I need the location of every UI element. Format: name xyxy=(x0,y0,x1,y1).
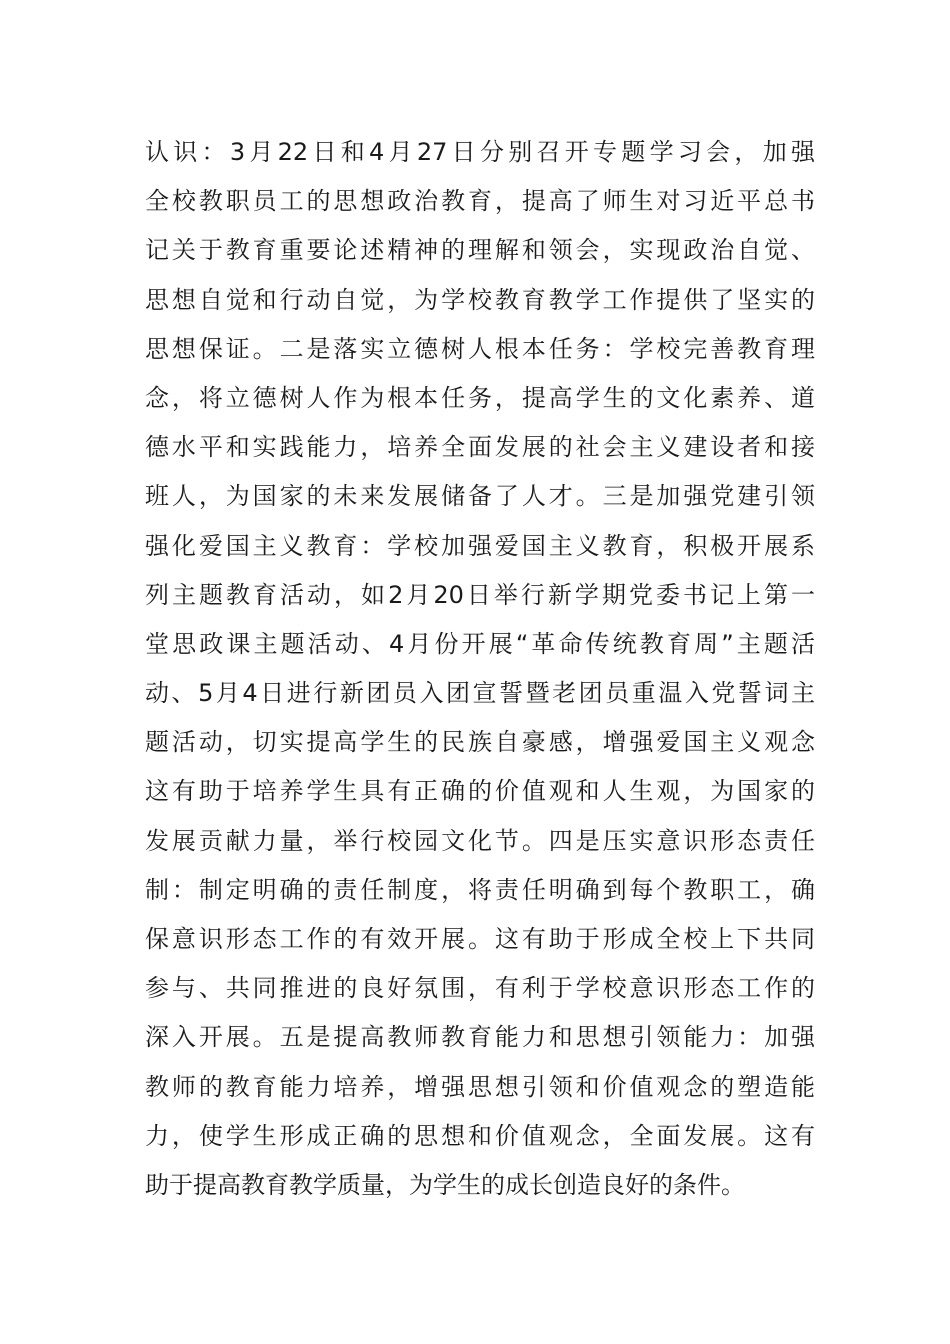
text-line: 深入开展。五是提高教师教育能力和思想引领能力：加强 xyxy=(145,1023,815,1052)
text-line: 动、5月4日进行新团员入团宣誓暨老团员重温入党誓词主 xyxy=(145,679,815,708)
text-line: 教师的教育能力培养，增强思想引领和价值观念的塑造能 xyxy=(145,1072,815,1101)
text-line: 参与、共同推进的良好氛围，有利于学校意识形态工作的 xyxy=(145,974,815,1003)
text-line: 全校教职员工的思想政治教育，提高了师生对习近平总书 xyxy=(145,187,815,216)
text-line: 思想自觉和行动自觉，为学校教育教学工作提供了坚实的 xyxy=(145,285,815,314)
text-line: 力，使学生形成正确的思想和价值观念，全面发展。这有 xyxy=(145,1121,815,1150)
text-line: 德水平和实践能力，培养全面发展的社会主义建设者和接 xyxy=(145,433,815,462)
text-line: 题活动，切实提高学生的民族自豪感，增强爱国主义观念 xyxy=(145,728,815,757)
text-line: 堂思政课主题活动、4月份开展“革命传统教育周”主题活 xyxy=(145,629,815,658)
body-paragraph xyxy=(145,128,815,1210)
text-line: 记关于教育重要论述精神的理解和领会，实现政治自觉、 xyxy=(145,236,815,265)
text-line: 助于提高教育教学质量，为学生的成长创造良好的条件。 xyxy=(145,1170,745,1199)
text-line: 强化爱国主义教育：学校加强爱国主义教育，积极开展系 xyxy=(145,531,815,560)
text-line: 思想保证。二是落实立德树人根本任务：学校完善教育理 xyxy=(145,334,815,363)
text-line: 念，将立德树人作为根本任务，提高学生的文化素养、道 xyxy=(145,383,815,412)
text-line: 列主题教育活动，如2月20日举行新学期党委书记上第一 xyxy=(145,580,815,609)
text-line: 保意识形态工作的有效开展。这有助于形成全校上下共同 xyxy=(145,925,815,953)
text-line: 认识：3月22日和4月27日分别召开专题学习会，加强 xyxy=(145,138,815,166)
text-line: 这有助于培养学生具有正确的价值观和人生观，为国家的 xyxy=(145,777,815,806)
text-line: 制：制定明确的责任制度，将责任明确到每个教职工，确 xyxy=(145,875,815,904)
text-line: 发展贡献力量，举行校园文化节。四是压实意识形态责任 xyxy=(145,826,815,855)
text-line: 班人，为国家的未来发展储备了人才。三是加强党建引领 xyxy=(145,482,815,511)
